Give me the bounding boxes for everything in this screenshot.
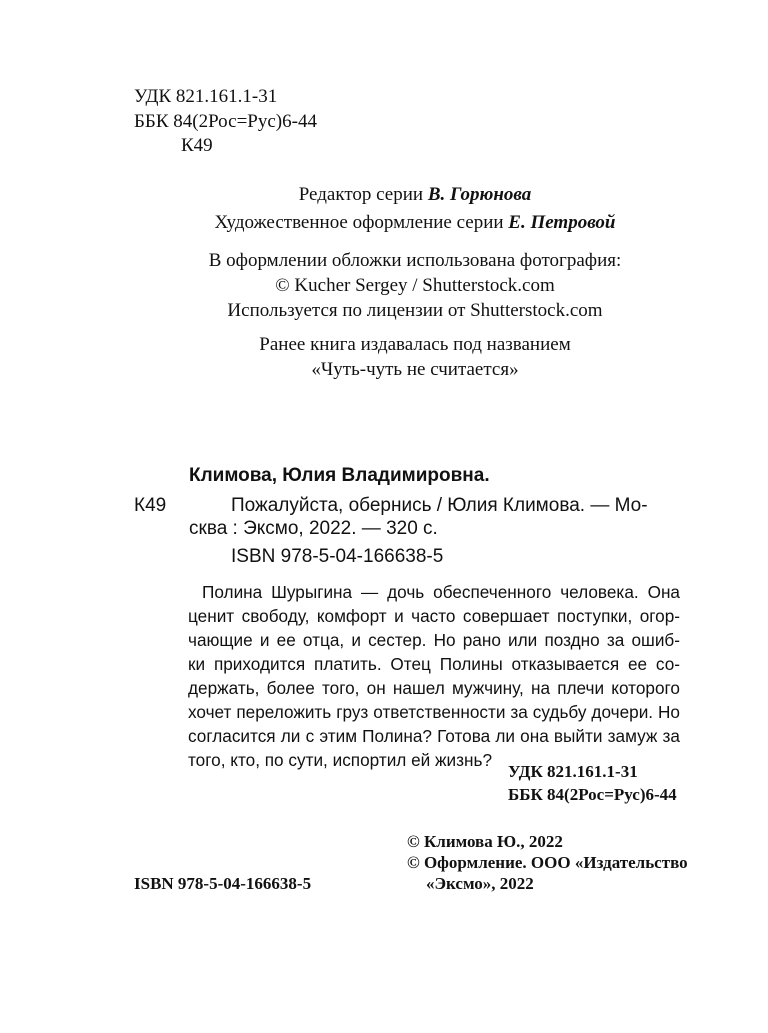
series-design-name: Е. Петровой — [508, 212, 616, 233]
description-line-2: сква : Эксмо, 2022. — 320 с. — [189, 518, 438, 539]
annotation-line: ки приходится платить. Отец Полины отказывается ее со- — [188, 654, 680, 674]
cover-photo-line-2: © Kucher Sergey / Shutterstock.com — [275, 275, 555, 296]
annotation-line: Полина Шурыгина — дочь обеспеченного человека. Она — [202, 582, 680, 602]
author-sign: К49 — [181, 135, 213, 156]
footer-udk-code: УДК 821.161.1-31 — [508, 762, 638, 781]
series-design-line — [120, 210, 710, 235]
bibliographic-isbn: ISBN 978-5-04-166638-5 — [231, 546, 444, 567]
annotation-line: держать, более того, он нашел мужчину, на плечи которого — [188, 678, 680, 698]
description-line-1: Пожалуйста, обернись / Юлия Климова. — Мо- — [231, 495, 648, 516]
author-heading: Климова, Юлия Владимировна. — [189, 465, 490, 486]
annotation-line: хочет переложить груз ответственности за судьбу дочери. Но — [188, 702, 680, 722]
annotation-line: того, кто, по сути, испортил ей жизнь? — [188, 750, 493, 770]
previous-title-block — [120, 332, 710, 382]
annotation-line: чающие и ее отца, и сестер. Но рано или поздно за ошиб- — [188, 630, 680, 650]
annotation-line: согласится ли с этим Полина? Готова ли она выйти замуж за — [188, 726, 680, 746]
previous-title-line-1: Ранее книга издавалась под названием — [259, 334, 571, 355]
bibliographic-sign: К49 — [134, 495, 167, 516]
credits-block — [120, 182, 710, 235]
series-editor-line — [120, 182, 710, 207]
footer-bbk-code: ББК 84(2Рос=Рус)6-44 — [508, 785, 677, 804]
cover-photo-line-3: Используется по лицензии от Shutterstock.com — [227, 300, 603, 321]
series-editor-prefix: Редактор серии — [298, 184, 424, 205]
annotation — [188, 580, 680, 772]
footer-isbn: ISBN 978-5-04-166638-5 — [134, 874, 312, 893]
series-design-prefix: Художественное оформление серии — [214, 212, 504, 233]
series-editor-name: В. Горюнова — [427, 184, 532, 205]
copyright-author: © Климова Ю., 2022 — [407, 832, 563, 851]
copyright-design-line-2: «Эксмо», 2022 — [426, 874, 534, 893]
annotation-line: ценит свободу, комфорт и часто совершает поступки, огор- — [188, 606, 680, 626]
previous-title-line-2: «Чуть-чуть не считается» — [311, 359, 519, 380]
bbk-code: ББК 84(2Рос=Рус)6-44 — [134, 111, 317, 132]
udk-code: УДК 821.161.1-31 — [134, 86, 278, 107]
cover-photo-block — [120, 248, 710, 323]
copyright-design-line-1: © Оформление. ООО «Издательство — [407, 853, 688, 872]
cover-photo-line-1: В оформлении обложки использована фотография: — [208, 250, 622, 271]
